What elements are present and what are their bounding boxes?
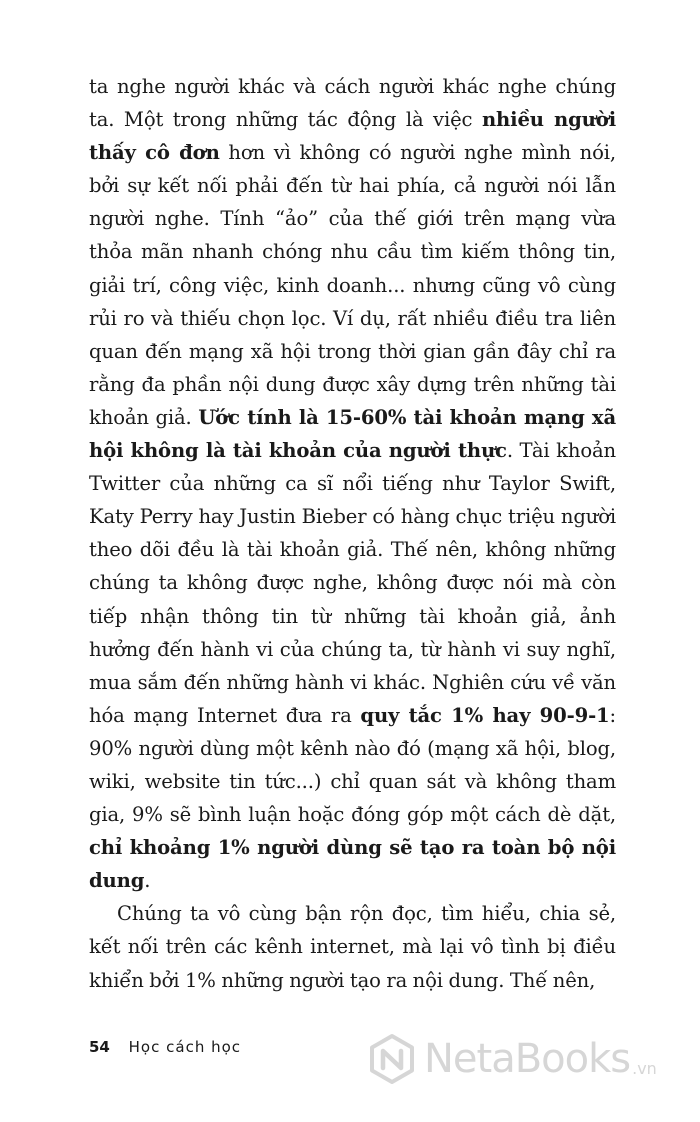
netabooks-logo-icon [366, 1033, 418, 1085]
watermark-brand: NetaBooks [424, 1036, 631, 1082]
emphasis-lonely: nhiều người thấy cô đơn [89, 108, 616, 165]
page-footer [89, 1038, 241, 1056]
emphasis-rule: quy tắc 1% hay 90-9-1 [360, 703, 610, 727]
watermark-suffix: .vn [632, 1058, 657, 1078]
watermark [366, 1033, 657, 1085]
text-run: . Tài khoản Twitter của những ca sĩ nổi tiếng như Taylor Swift, Katy Perry hay Justin Bieber có hàng chục triệu người theo dõi đều là tài khoản giả. Thế nên, không những chúng ta không được nghe, không được nói mà còn tiếp nhận thông tin từ những tài khoản giả, ảnh hưởng đến hành vi của chúng ta, từ hành vi suy nghĩ, mua sắm đến những hành vi khác. Nghiên cứu về văn hóa mạng Internet đưa ra [89, 439, 616, 727]
emphasis-fake-accounts: Ước tính là 15-60% tài khoản mạng xã hội không là tài khoản của người thực [89, 405, 616, 463]
paragraph-2: Chúng ta vô cùng bận rộn đọc, tìm hiểu, chia sẻ, kết nối trên các kênh internet, mà lại vô tình bị điều khiển bởi 1% những người tạo ra nội dung. Thế nên, [89, 902, 616, 992]
page-number: 54 [89, 1038, 110, 1056]
paragraph-1 [89, 70, 616, 897]
page-body [89, 70, 616, 997]
text-run: : 90% người dùng một kênh nào đó (mạng xã hội, blog, wiki, website tin tức...) chỉ quan sát và không tham gia, 9% sẽ bình luận hoặc đóng góp một cách dè dặt, [89, 703, 616, 827]
text-run: ta nghe người khác và cách người khác nghe chúng ta. Một trong những tác động là việc [89, 75, 616, 132]
running-title: Học cách học [128, 1038, 242, 1056]
emphasis-one-percent: chỉ khoảng 1% người dùng sẽ tạo ra toàn bộ nội dung [89, 836, 616, 893]
text-run: hơn vì không có người nghe mình nói, bởi sự kết nối phải đến từ hai phía, cả người nói lẫn người nghe. Tính “ảo” của thế giới trên mạng vừa thỏa mãn nhanh chóng nhu cầu tìm kiếm thông tin, giải trí, công việc, kinh doanh... nhưng cũng vô cùng rủi ro và thiếu chọn lọc. Ví dụ, rất nhiều điều tra liên quan đến mạng xã hội trong thời gian gần đây chỉ ra rằng đa phần nội dung được xây dựng trên những tài khoản giả. [89, 141, 616, 429]
text-run: . [144, 869, 151, 893]
